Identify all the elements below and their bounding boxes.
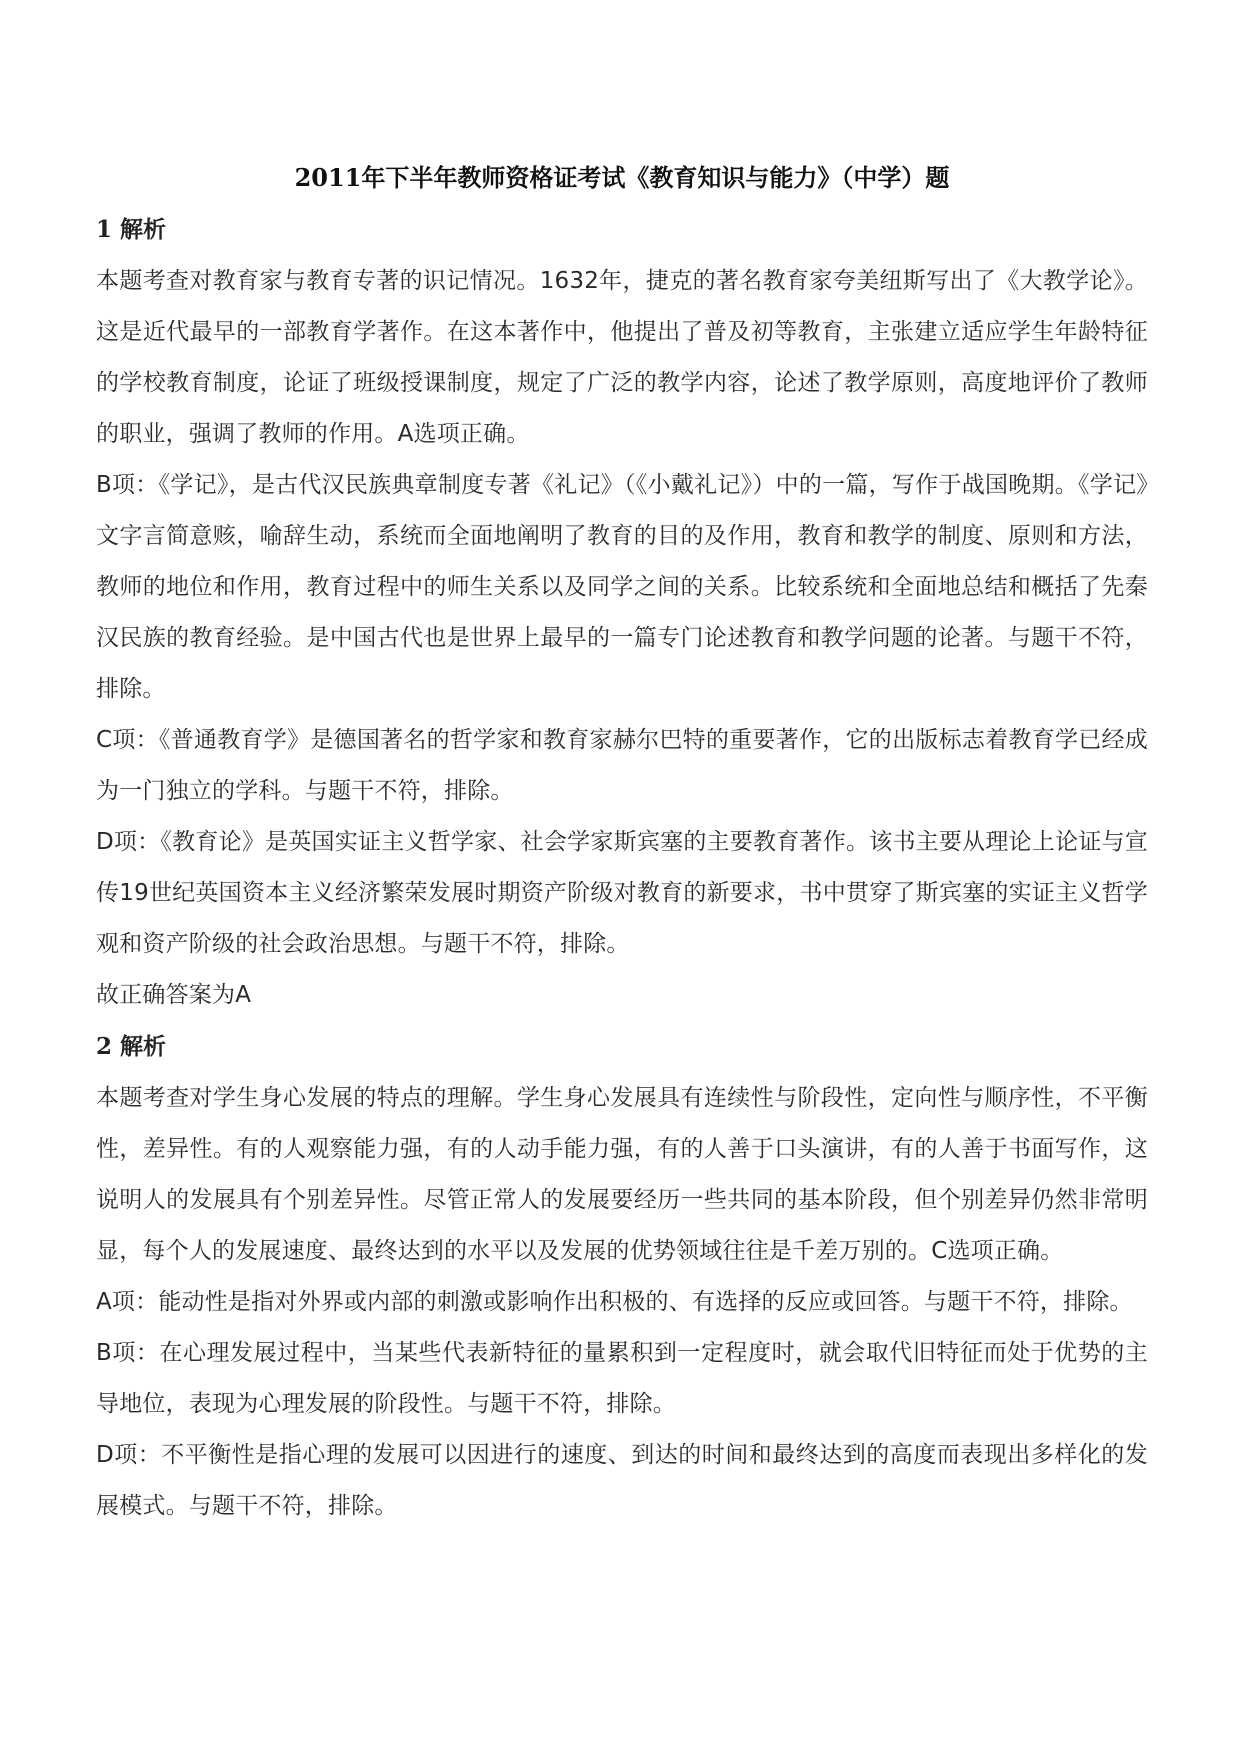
analysis-section-1	[96, 204, 1148, 1021]
section-heading: 1 解析	[96, 216, 167, 243]
paragraph: B项：《学记》，是古代汉民族典章制度专著《礼记》（《小戴礼记》）中的一篇，写作于战国晚期。《学记》文字言简意赅，喻辞生动，系统而全面地阐明了教育的目的及作用，教育和教学的制度、原则和方法，教师的地位和作用，教育过程中的师生关系以及同学之间的关系。比较系统和全面地总结和概括了先秦汉民族的教育经验。是中国古代也是世界上最早的一篇专门论述教育和教学问题的论著。与题干不符，排除。	[96, 472, 1148, 702]
paragraph: A项：能动性是指对外界或内部的刺激或影响作出积极的、有选择的反应或回答。与题干不符，排除。	[96, 1289, 1133, 1315]
paragraph: C项：《普通教育学》是德国著名的哲学家和教育家赫尔巴特的重要著作，它的出版标志着教育学已经成为一门独立的学科。与题干不符，排除。	[96, 727, 1148, 804]
paragraph: 本题考查对学生身心发展的特点的理解。学生身心发展具有连续性与阶段性，定向性与顺序性，不平衡性，差异性。有的人观察能力强，有的人动手能力强，有的人善于口头演讲，有的人善于书面写作，这说明人的发展具有个别差异性。尽管正常人的发展要经历一些共同的基本阶段，但个别差异仍然非常明显，每个人的发展速度、最终达到的水平以及发展的优势领域往往是千差万别的。C选项正确。	[96, 1085, 1148, 1264]
paragraph: D项：《教育论》是英国实证主义哲学家、社会学家斯宾塞的主要教育著作。该书主要从理论上论证与宣传19世纪英国资本主义经济繁荣发展时期资产阶级对教育的新要求，书中贯穿了斯宾塞的实证主义哲学观和资产阶级的社会政治思想。与题干不符，排除。	[96, 829, 1148, 957]
paragraph: D项：不平衡性是指心理的发展可以因进行的速度、到达的时间和最终达到的高度而表现出多样化的发展模式。与题干不符，排除。	[96, 1442, 1148, 1519]
paragraph: 本题考查对教育家与教育专著的识记情况。1632年，捷克的著名教育家夸美纽斯写出了《大教学论》。这是近代最早的一部教育学著作。在这本著作中，他提出了普及初等教育，主张建立适应学生年龄特征的学校教育制度，论证了班级授课制度，规定了广泛的教学内容，论述了教学原则，高度地评价了教师的职业，强调了教师的作用。A选项正确。	[96, 268, 1148, 447]
analysis-section-2	[96, 1021, 1148, 1532]
document-title: 2011年下半年教师资格证考试《教育知识与能力》（中学）题	[294, 163, 950, 192]
answer-line: 故正确答案为A	[96, 982, 252, 1008]
paragraph: B项：在心理发展过程中，当某些代表新特征的量累积到一定程度时，就会取代旧特征而处于优势的主导地位，表现为心理发展的阶段性。与题干不符，排除。	[96, 1340, 1148, 1417]
document-page	[96, 160, 1148, 1532]
section-heading: 2 解析	[96, 1033, 167, 1060]
